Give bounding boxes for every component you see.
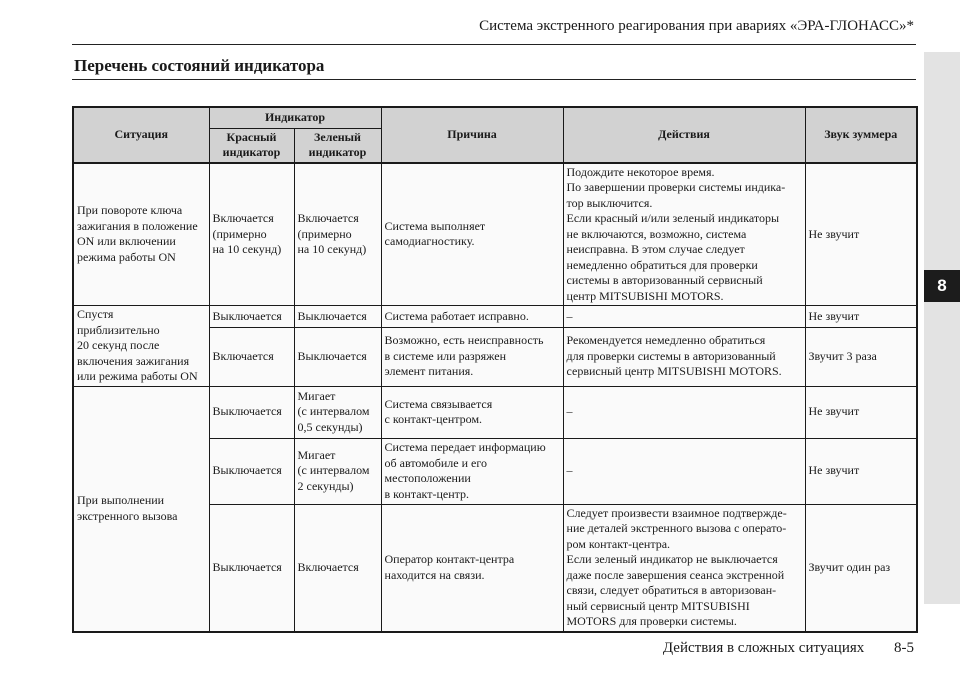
green-indicator-cell: Включается [294,504,381,632]
actions-cell: Рекомендуется немедленно обратиться для проверки системы в авторизованный сервисный центр MITSUBISHI MOTORS. [563,327,805,386]
actions-cell: – [563,306,805,328]
buzzer-cell: Звучит один раз [805,504,917,632]
cause-cell: Возможно, есть неисправность в системе или разряжен элемент питания. [381,327,563,386]
header-rule [72,44,916,45]
header-cause: Причина [381,107,563,163]
green-indicator-cell: Мигает (с интервалом 0,5 секунды) [294,386,381,438]
situation-cell: Спустя приблизительно 20 секунд после включения зажигания или режима работы ON [73,306,209,387]
cause-cell: Система работает исправно. [381,306,563,328]
cause-cell: Система передает информацию об автомобиле и его местоположении в контакт-центр. [381,438,563,504]
red-indicator-cell: Выключается [209,438,294,504]
cause-cell: Система связывается с контакт-центром. [381,386,563,438]
header-red-indicator: Красный индикатор [209,128,294,163]
header-green-indicator: Зеленый индикатор [294,128,381,163]
page-number: 8-5 [894,640,914,656]
header-actions: Действия [563,107,805,163]
header-indicator: Индикатор [209,107,381,128]
green-indicator-cell: Выключается [294,327,381,386]
buzzer-cell: Не звучит [805,163,917,306]
cause-cell: Оператор контакт-центра находится на связи. [381,504,563,632]
header-situation: Ситуация [73,107,209,163]
red-indicator-cell: Выключается [209,306,294,328]
red-indicator-cell: Включается [209,327,294,386]
green-indicator-cell: Мигает (с интервалом 2 секунды) [294,438,381,504]
cause-cell: Система выполняет самодиагностику. [381,163,563,306]
buzzer-cell: Не звучит [805,386,917,438]
buzzer-cell: Звучит 3 раза [805,327,917,386]
buzzer-cell: Не звучит [805,438,917,504]
table-row [73,306,917,328]
title-rule [72,79,916,80]
chapter-side-strip [924,52,960,604]
footer-chapter-title: Действия в сложных ситуациях [662,640,865,656]
indicator-state-table [72,106,918,633]
header-buzzer: Звук зуммера [805,107,917,163]
running-header: Система экстренного реагирования при авариях «ЭРА-ГЛОНАСС»* [479,18,914,34]
chapter-tab: 8 [924,270,960,302]
green-indicator-cell: Выключается [294,306,381,328]
situation-cell: При повороте ключа зажигания в положение ON или включении режима работы ON [73,163,209,306]
section-title: Перечень состояний индикатора [74,56,325,75]
table-row [73,163,917,306]
red-indicator-cell: Выключается [209,386,294,438]
green-indicator-cell: Включается (примерно на 10 секунд) [294,163,381,306]
red-indicator-cell: Включается (примерно на 10 секунд) [209,163,294,306]
actions-cell: Следует произвести взаимное подтвержде- ние деталей экстренного вызова с операто- ром контакт-центра. Если зеленый индикатор не выключается даже после завершения сеанса экстренной связи, следует обратиться в авторизован- ный сервисный центр MITSUBISHI MOTORS для проверки системы. [563,504,805,632]
table-row [73,386,917,438]
actions-cell: – [563,386,805,438]
buzzer-cell: Не звучит [805,306,917,328]
page-footer [663,640,914,657]
actions-cell: Подождите некоторое время. По завершении проверки системы индика- тор выключится. Если красный и/или зеленый индикаторы не включаются, возможно, система неисправна. В этом случае следует немедленно обратиться для проверки системы в авторизованный сервисный центр MITSUBISHI MOTORS. [563,163,805,306]
actions-cell: – [563,438,805,504]
red-indicator-cell: Выключается [209,504,294,632]
situation-cell: При выполнении экстренного вызова [73,386,209,632]
